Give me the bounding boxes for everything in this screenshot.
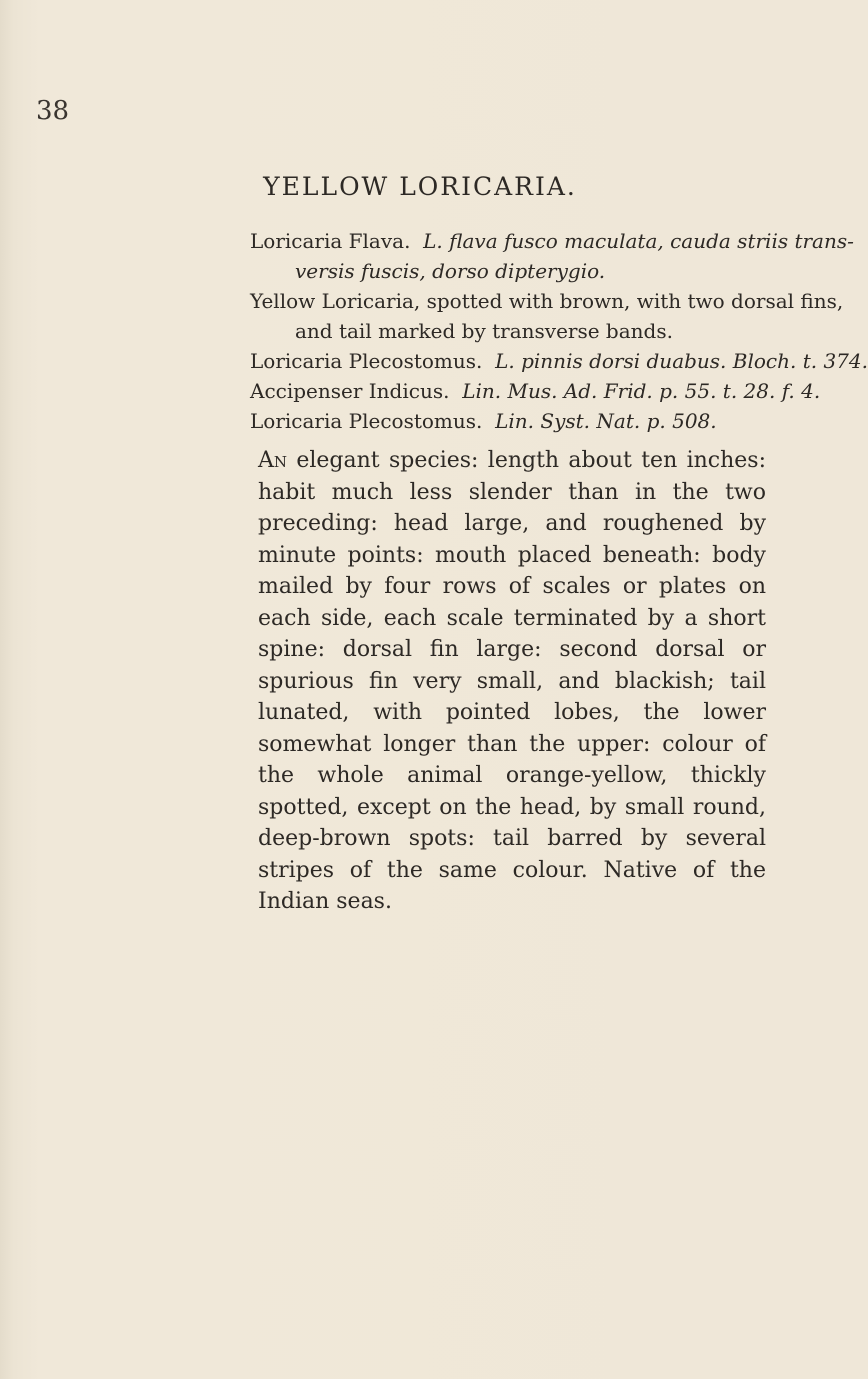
synonym-name: Loricaria Plecostomus. <box>250 349 483 373</box>
synonym-name: Yellow Loricaria, spotted with brown, with two dorsal fins, <box>250 289 844 313</box>
synonym-name: Accipenser Indicus. <box>250 379 450 403</box>
synonym-diagnosis: L. flava fusco maculata, cauda striis trans- <box>423 229 854 253</box>
synonym-line <box>250 316 790 346</box>
synonym-line <box>250 376 821 406</box>
synonym-line <box>250 406 790 436</box>
species-description <box>258 445 766 918</box>
synonym-name: Loricaria Plecostomus. <box>250 409 483 433</box>
synonym-reference: Lin. Syst. Nat. p. 508. <box>495 409 717 433</box>
synonym-name: and tail marked by transverse bands. <box>295 319 673 343</box>
synonym-name: Loricaria Flava. <box>250 229 411 253</box>
synonym-diagnosis: versis fuscis, dorso dipterygio. <box>295 259 606 283</box>
page-title: YELLOW LORICARIA. <box>263 172 577 201</box>
synonym-line <box>250 226 854 256</box>
synonymy-block <box>250 226 868 436</box>
synonym-line <box>250 346 868 376</box>
synonym-line <box>250 256 790 286</box>
description-text: elegant species: length about ten inches: habit much less slender than in the two preceding: head large, and roughened by minute points: mouth placed beneath: body mailed by four rows of scales or plates on each side, each scale terminated by a short spine: dorsal fin large: second dorsal or spurious fin very small, and blackish; tail lunated, with pointed lobes, the lower somewhat longer than the upper: colour of the whole animal orange-yellow, thickly spotted, except on the head, by small round, deep-brown spots: tail barred by several stripes of the same colour. Native of the Indian seas. <box>258 448 766 914</box>
synonym-reference: Lin. Mus. Ad. Frid. p. 55. t. 28. f. 4. <box>462 379 821 403</box>
page-number: 38 <box>36 96 70 126</box>
synonym-line <box>250 286 844 316</box>
description-lead-word: An <box>258 448 288 473</box>
synonym-reference: L. pinnis dorsi duabus. Bloch. t. 374. <box>495 349 868 373</box>
